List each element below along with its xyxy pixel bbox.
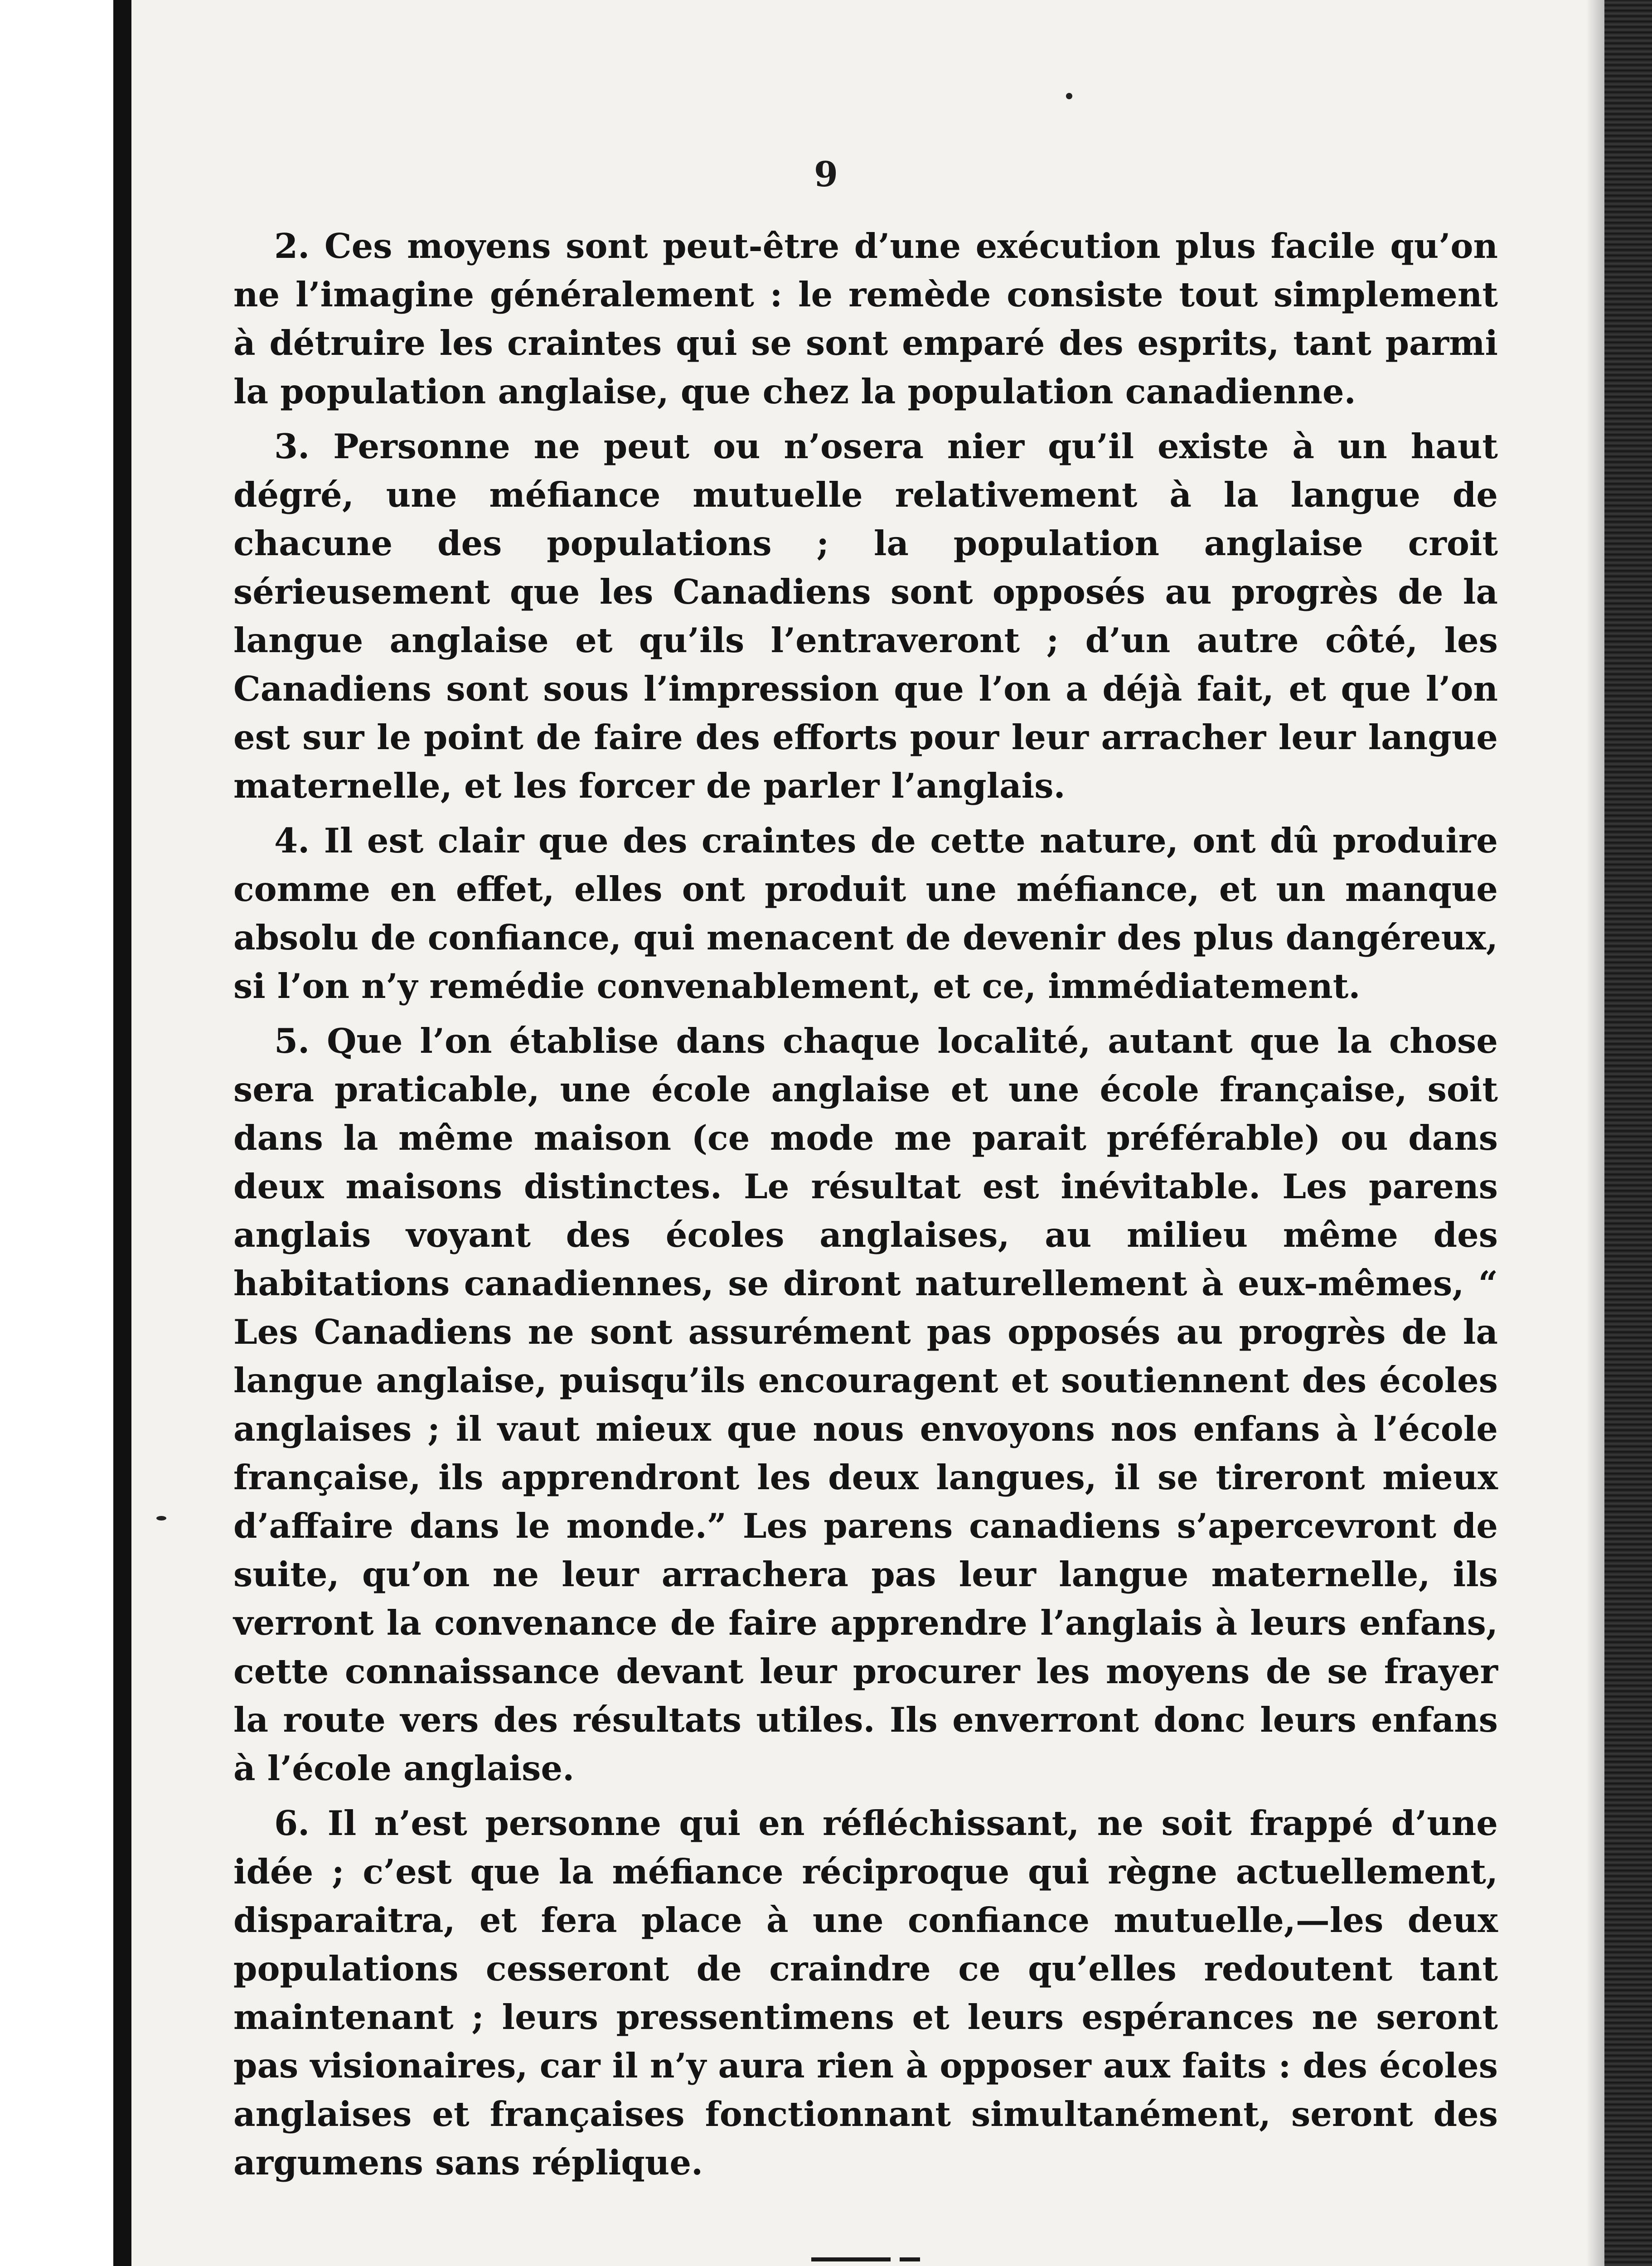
right-binding-edge [1604,0,1652,2266]
paragraph-5: 5. Que l’on établise dans chaque localité, autant que la chose sera praticable, une école anglaise et une école française, soit dans la même maison (ce mode me parait préférable) ou dans deux maisons distinctes. Le résultat est inévitable. Les parens anglais voyant des écoles anglaises, au milieu même des habitations canadiennes, se diront naturellement à eux-mêmes, “ Les Canadiens ne sont assurément pas opposés au progrès de la langue anglaise, puisqu’ils encouragent et soutiennent des écoles anglaises ; il vaut mieux que nous envoyons nos enfans à l’école française, ils apprendront les deux langues, il se tireront mieux d’affaire dans le monde.” Les parens canadiens s’apercevront de suite, qu’on ne leur arrachera pas leur langue maternelle, ils verront la convenance de faire apprendre l’anglais à leurs enfans, cette connaissance devant leur procurer les moyens de se frayer la route vers des résultats utiles. Ils enverront donc leurs enfans à l’école anglaise. [233,1021,1498,1788]
page-body [233,222,1498,2266]
section-divider [804,2257,927,2261]
page-number: 9 [814,154,838,194]
ink-speck [156,1516,166,1520]
divider-dash-short [900,2257,920,2261]
right-edge-fade [1586,0,1604,2266]
divider-dash-long [811,2257,891,2261]
paragraph-6: 6. Il n’est personne qui en réfléchissant, ne soit frappé d’une idée ; c’est que la méfiance réciproque qui règne actuellement, disparaitra, et fera place à une confiance mutuelle,—les deux populations cesseront de craindre ce qu’elles redoutent tant maintenant ; leurs pressentimens et leurs espérances ne seront pas visionaires, car il n’y aura rien à opposer aux faits : des écoles anglaises et françaises fonctionnant simultanément, seront des argumens sans réplique. [233,1803,1498,2183]
ink-speck [1066,93,1072,99]
left-binding-shadow [113,0,131,2266]
paragraph-4: 4. Il est clair que des craintes de cette nature, ont dû produire comme en effet, elles ont produit une méfiance, et un manque absolu de confiance, qui menacent de devenir des plus dangéreux, si l’on n’y remédie convenablement, et ce, immédiatement. [233,821,1498,1006]
left-margin-border [0,0,129,2266]
paragraph-2: 2. Ces moyens sont peut-être d’une exécution plus facile qu’on ne l’imagine généralement : le remède consiste tout simplement à détruire les craintes qui se sont emparé des esprits, tant parmi la population anglaise, que chez la population canadienne. [233,226,1498,412]
paragraph-3: 3. Personne ne peut ou n’osera nier qu’il existe à un haut dégré, une méfiance mutuelle relativement à la langue de chacune des populations ; la population anglaise croit sérieusement que les Canadiens sont opposés au progrès de la langue anglaise et qu’ils l’entraveront ; d’un autre côté, les Canadiens sont sous l’impression que l’on a déjà fait, et que l’on est sur le point de faire des efforts pour leur arracher leur langue maternelle, et les forcer de parler l’anglais. [233,426,1498,806]
